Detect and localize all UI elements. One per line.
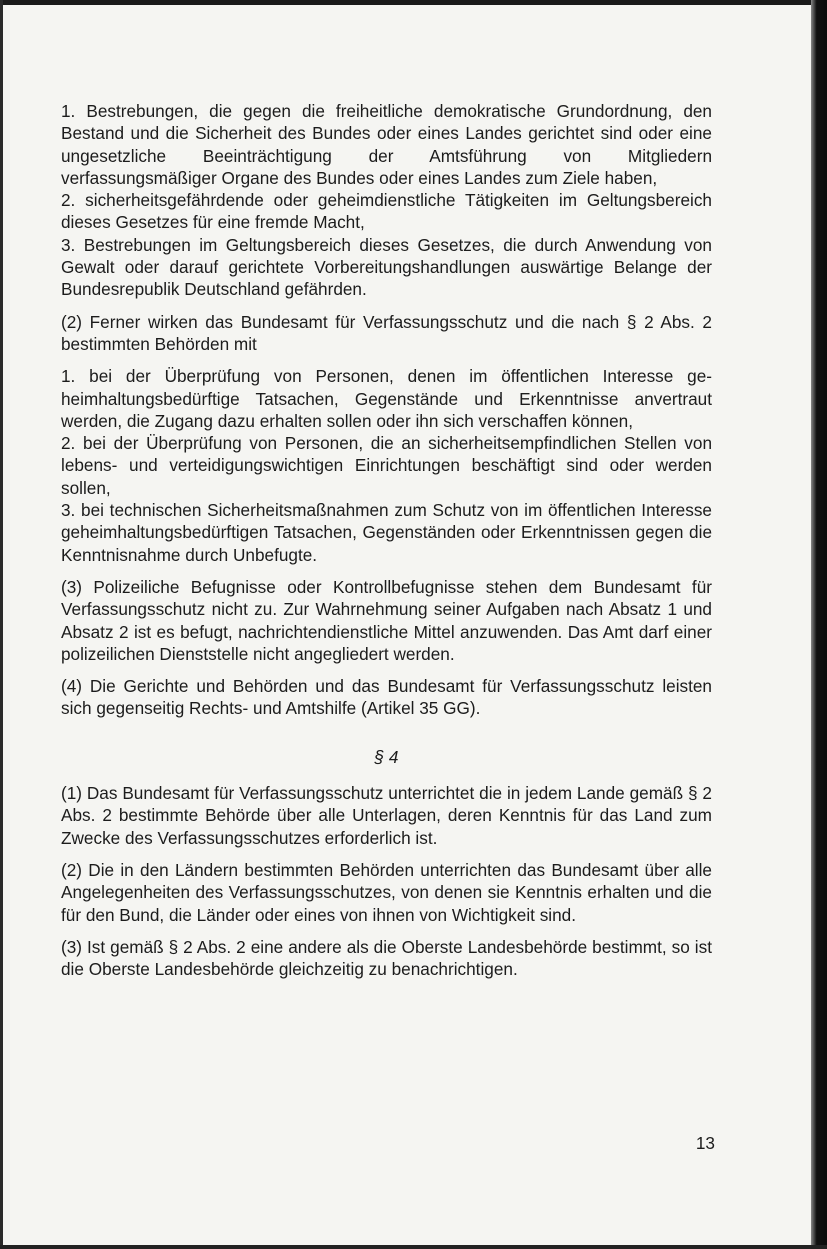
list-item: 1. bei der Überprüfung von Personen, denen im öffentlichen Interesse geheimhaltungsbedürftige Tatsachen, Gegenstände und Erkenntnisse anvertraut werden, die Zugang dazu erhalten sollen oder ihn sich verschaffen können, xyxy=(61,366,712,431)
list-item: 3. Bestrebungen im Geltungsbereich dieses Gesetzes, die durch Anwendung von Gewalt oder darauf gerichtete Vorbereitungshandlungen auswärtige Belange der Bundesrepublik Deutschland gefährden. xyxy=(61,234,712,300)
page-number: 13 xyxy=(695,1133,715,1153)
body-text xyxy=(61,100,712,990)
list-paragraph-1 xyxy=(61,100,712,301)
list-item: 2. sicherheitsgefährdende oder geheimdienstliche Tätigkeiten im Geltungsbereich dieses Gesetzes für eine fremde Macht, xyxy=(61,190,712,233)
list-paragraph-2 xyxy=(61,365,712,566)
list-item: 3. bei technischen Sicherheitsmaßnahmen zum Schutz von im öffentlichen Interesse geheimhaltungsbedürftigen Tatsachen, Gegenständen oder Erkenntnissen gegen die Kenntnisnahme durch Unbefugte. xyxy=(61,500,712,565)
list-item: 2. bei der Überprüfung von Personen, die an sicherheitsempfindlichen Stellen von lebens- und verteidigungswichtigen Einrichtungen beschäftigt sind oder werden sollen, xyxy=(61,433,712,498)
scan-edge-right xyxy=(811,0,827,1249)
paragraph-2: (2) Ferner wirken das Bundesamt für Verfassungsschutz und die nach § 2 Abs. 2 bestimmten Behörden mit xyxy=(61,311,712,354)
scan-edge-bottom xyxy=(0,1245,827,1249)
section-heading: § 4 xyxy=(374,746,399,767)
section-4-paragraph-2: (2) Die in den Ländern bestimmten Behörden unterrichten das Bundesamt über alle Angelegenheiten des Verfassungsschutzes, von denen sie Kenntnis erhalten und die für den Bund, die Länder oder eines von ihnen von Wichtigkeit sind. xyxy=(61,859,712,925)
section-4-paragraph-1: (1) Das Bundesamt für Verfassungsschutz unterrichtet die in jedem Lande gemäß § 2 Abs. 2 bestimmte Behörde über alle Unterlagen, deren Kenntnis für das Land zum Zwecke des Verfassungsschutzes erforderlich ist. xyxy=(61,783,712,848)
scan-edge-left xyxy=(0,0,3,1249)
section-4-paragraph-3: (3) Ist gemäß § 2 Abs. 2 eine andere als die Oberste Landesbehörde bestimmt, so ist die Oberste Landesbehörde gleichzeitig zu benachrichtigen. xyxy=(61,936,712,980)
paragraph-4: (4) Die Gerichte und Behörden und das Bundesamt für Verfassungsschutz leisten sich gegenseitig Rechts- und Amtshilfe (Artikel 35 GG). xyxy=(61,676,712,719)
paragraph-3: (3) Polizeiliche Befugnisse oder Kontrollbefugnisse stehen dem Bundesamt für Verfassungsschutz nicht zu. Zur Wahrnehmung seiner Aufgaben nach Absatz 1 und Absatz 2 ist es befugt, nachrichtendienstliche Mittel anzuwenden. Das Amt darf einer polizeilichen Dienststelle nicht angegliedert werden. xyxy=(61,576,712,664)
list-item: 1. Bestrebungen, die gegen die freiheitliche demokratische Grundordnung, den Bestand und die Sicherheit des Bundes oder eines Landes gerichtet sind oder eine ungesetzliche Beeinträchtigung der Amtsführung von Mitgliedern verfassungsmäßiger Organe des Bundes oder eines Landes zum Ziele haben, xyxy=(61,101,712,188)
scan-edge-top xyxy=(0,0,827,5)
